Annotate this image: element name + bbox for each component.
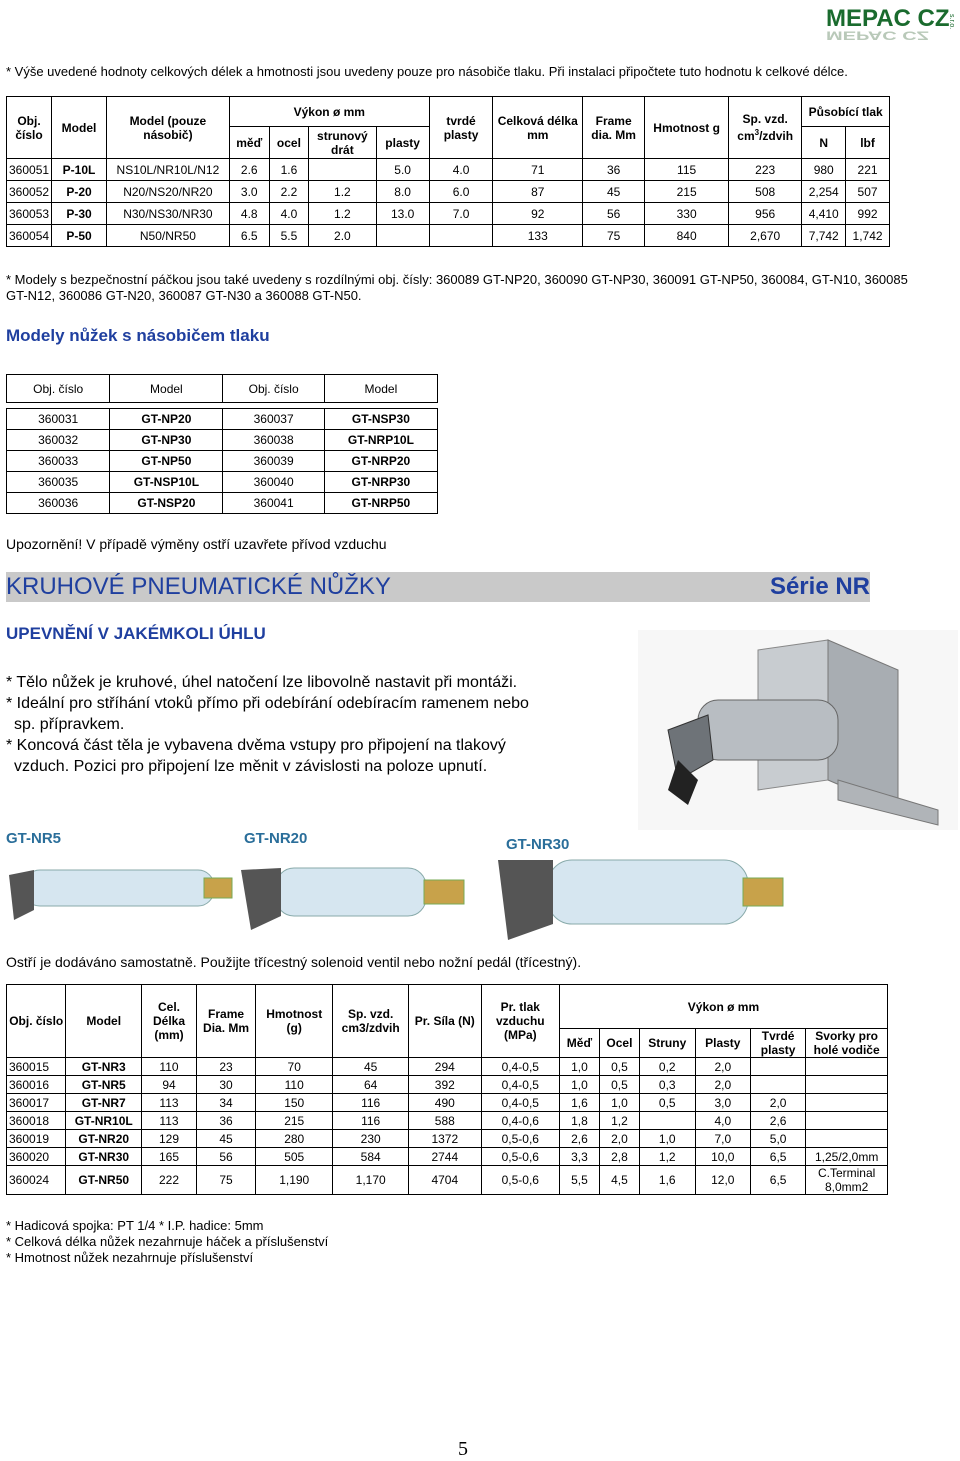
banner-series: Série NR — [769, 573, 870, 600]
t2-cell: GT-NP20 — [110, 409, 223, 430]
t3-cell: 360017 — [7, 1094, 66, 1112]
t1-cell: 360051 — [7, 159, 52, 181]
t1-cell: 221 — [846, 159, 890, 181]
t1-cell: 3.0 — [229, 181, 269, 203]
t1-cell: 115 — [645, 159, 729, 181]
t3-cell: 64 — [333, 1076, 409, 1094]
t3-cell: 110 — [141, 1058, 196, 1076]
t3-cell: 0,5-0,6 — [481, 1148, 559, 1166]
t2-cell: 360041 — [223, 493, 324, 514]
t1-row — [7, 225, 890, 247]
t3-cell: 45 — [333, 1058, 409, 1076]
t1-cell: 508 — [729, 181, 802, 203]
t3-cell: 1,6 — [639, 1166, 695, 1195]
table-nr-specs — [6, 984, 888, 1195]
t1-cell: 4.0 — [429, 159, 493, 181]
t3-h-tlak: Pr. tlak vzduchu (MPa) — [481, 985, 559, 1058]
t3-cell: 1372 — [408, 1130, 481, 1148]
foot-note-1: * Hadicová spojka: PT 1/4 * I.P. hadice: 5mm — [6, 1218, 264, 1233]
table-multiplier-specs — [6, 96, 890, 247]
t3-h-obj: Obj. číslo — [7, 985, 66, 1058]
foot-note-3: * Hmotnost nůžek nezahrnuje příslušenství — [6, 1250, 254, 1265]
t3-h-vykon: Výkon ø mm — [559, 985, 887, 1029]
t3-cell: 7,0 — [695, 1130, 750, 1148]
t3-cell: 116 — [333, 1112, 409, 1130]
t3-cell: 113 — [141, 1094, 196, 1112]
t3-cell: GT-NR5 — [66, 1076, 142, 1094]
t3-cell: 0,4-0,5 — [481, 1094, 559, 1112]
t3-h-cel: Cel. Délka (mm) — [141, 985, 196, 1058]
t1-cell: 840 — [645, 225, 729, 247]
t3-h-model: Model — [66, 985, 142, 1058]
t3-cell: 2,0 — [695, 1058, 750, 1076]
t1-cell: P-20 — [52, 181, 107, 203]
t1-cell: 133 — [493, 225, 583, 247]
t3-h-sp: Sp. vzd. cm3/zdvih — [333, 985, 409, 1058]
t3-cell: GT-NR30 — [66, 1148, 142, 1166]
t2-cell: GT-NSP30 — [324, 409, 437, 430]
t3-h-tvrde: Tvrdé plasty — [750, 1029, 805, 1058]
t2-cell: 360039 — [223, 451, 324, 472]
t2-cell: GT-NP50 — [110, 451, 223, 472]
th-tvrde: tvrdé plasty — [429, 97, 493, 159]
bullet-2b: sp. přípravkem. — [14, 716, 125, 733]
th-sp-suffix: /zdvih — [759, 129, 794, 143]
t3-cell: 4704 — [408, 1166, 481, 1195]
models-note: * Modely s bezpečnostní páčkou jsou také uvedeny s rozdílnými obj. čísly: 360089 GT-NP20, 360090 GT-NP30, 360091 GT-NP50, 360084, GT-N10, 360085 GT-N12, 360086 GT-N20, 360087 GT-N30 a 360088 GT-N50. — [6, 272, 908, 303]
t3-cell: 1,0 — [639, 1130, 695, 1148]
t3-cell: GT-NR7 — [66, 1094, 142, 1112]
t3-cell: 116 — [333, 1094, 409, 1112]
t1-cell: NS10L/NR10L/N12 — [106, 159, 229, 181]
sub-heading: UPEVNĚNÍ V JAKÉMKOLI ÚHLU — [6, 624, 266, 643]
bullet-2: * Ideální pro stříhání vtoků přímo při odebírání odebíracím ramenem nebo — [6, 695, 529, 712]
t2-row — [7, 451, 438, 472]
t1-cell: 360053 — [7, 203, 52, 225]
t1-cell: 7.0 — [429, 203, 493, 225]
t3-h-svorky: Svorky pro holé vodiče — [806, 1029, 888, 1058]
bullet-1: * Tělo nůžek je kruhové, úhel natočení lze libovolně nastavit při montáži. — [6, 674, 518, 691]
t3-cell: 0,4-0,6 — [481, 1112, 559, 1130]
warning-text: Upozornění! V případě výměny ostří uzavřete přívod vzduchu — [6, 536, 387, 552]
t1-cell: 7,742 — [802, 225, 846, 247]
t3-cell — [806, 1076, 888, 1094]
th-strun: strunový drát — [309, 127, 376, 159]
th-model: Model — [52, 97, 107, 159]
t3-cell: 230 — [333, 1130, 409, 1148]
heading-multiplier: Modely nůžek s násobičem tlaku — [6, 326, 270, 345]
th-pus: Působící tlak — [802, 97, 890, 127]
page-number: 5 — [458, 1438, 468, 1460]
t3-cell: 2,8 — [599, 1148, 639, 1166]
th-obj: Obj. číslo — [7, 97, 52, 159]
t2-cell: GT-NSP20 — [110, 493, 223, 514]
label-gt-nr30: GT-NR30 — [506, 836, 570, 853]
t3-h-med: Měď — [559, 1029, 599, 1058]
t1-cell: 956 — [729, 203, 802, 225]
t3-cell — [750, 1076, 805, 1094]
t3-cell: 4,5 — [599, 1166, 639, 1195]
t3-cell: 1,8 — [559, 1112, 599, 1130]
t3-cell: 1,0 — [559, 1076, 599, 1094]
th-sp-sup: 3 — [754, 128, 760, 137]
t1-cell: 360054 — [7, 225, 52, 247]
t3-cell: 165 — [141, 1148, 196, 1166]
t3-cell: 1,0 — [599, 1094, 639, 1112]
t3-cell: 0,5 — [599, 1058, 639, 1076]
t3-cell: 360020 — [7, 1148, 66, 1166]
t2-cell: 360033 — [7, 451, 110, 472]
t2-cell: 360038 — [223, 430, 324, 451]
foot-note-2: * Celková délka nůžek nezahrnuje háček a příslušenství — [6, 1234, 329, 1249]
t1-cell: 92 — [493, 203, 583, 225]
t2-h1: Model — [110, 375, 223, 403]
t3-cell: 56 — [197, 1148, 256, 1166]
t1-cell: 980 — [802, 159, 846, 181]
t1-cell: 330 — [645, 203, 729, 225]
t3-cell: GT-NR10L — [66, 1112, 142, 1130]
bullet-3: * Koncová část těla je vybavena dvěma vstupy pro připojení na tlakový — [6, 737, 506, 754]
t1-cell: N30/NS30/NR30 — [106, 203, 229, 225]
t3-cell: 30 — [197, 1076, 256, 1094]
t2-cell: 360037 — [223, 409, 324, 430]
t3-cell: 12,0 — [695, 1166, 750, 1195]
t1-cell: 507 — [846, 181, 890, 203]
t3-cell: 1,190 — [256, 1166, 333, 1195]
svg-text:MEPAC CZ: MEPAC CZ — [826, 28, 929, 42]
banner-title: KRUHOVÉ PNEUMATICKÉ NŮŽKY — [6, 573, 391, 600]
th-sp-label: Sp. vzd. — [742, 112, 788, 126]
t1-cell: 5.5 — [269, 225, 309, 247]
t1-cell: 45 — [583, 181, 645, 203]
t1-cell: N50/NR50 — [106, 225, 229, 247]
t3-cell: 94 — [141, 1076, 196, 1094]
t3-cell: 6,5 — [750, 1166, 805, 1195]
t1-cell: 1.6 — [269, 159, 309, 181]
t3-cell: 75 — [197, 1166, 256, 1195]
t3-cell: 70 — [256, 1058, 333, 1076]
t3-cell: 0,4-0,5 — [481, 1058, 559, 1076]
t2-cell: 360035 — [7, 472, 110, 493]
t1-cell: 87 — [493, 181, 583, 203]
t3-cell: GT-NR20 — [66, 1130, 142, 1148]
t1-cell: 6.5 — [229, 225, 269, 247]
th-med: měď — [229, 127, 269, 159]
t3-cell: 392 — [408, 1076, 481, 1094]
t1-cell: 2.2 — [269, 181, 309, 203]
th-plasty: plasty — [376, 127, 429, 159]
t1-cell: 13.0 — [376, 203, 429, 225]
t2-row — [7, 493, 438, 514]
t1-cell: 1.2 — [309, 181, 376, 203]
t3-row — [7, 1058, 888, 1076]
t3-cell — [639, 1112, 695, 1130]
t1-cell: N20/NS20/NR20 — [106, 181, 229, 203]
t3-row — [7, 1112, 888, 1130]
t1-cell: 6.0 — [429, 181, 493, 203]
t1-cell: 1,742 — [846, 225, 890, 247]
t3-cell: 360024 — [7, 1166, 66, 1195]
t3-cell: 2744 — [408, 1148, 481, 1166]
t1-cell: 4.0 — [269, 203, 309, 225]
t3-row — [7, 1076, 888, 1094]
t2-row — [7, 409, 438, 430]
mepac-logo — [824, 4, 958, 46]
table-models — [6, 374, 438, 514]
t3-cell: 360016 — [7, 1076, 66, 1094]
t3-cell: 0,5-0,6 — [481, 1130, 559, 1148]
th-model2: Model (pouze násobič) — [106, 97, 229, 159]
t3-cell: GT-NR3 — [66, 1058, 142, 1076]
t3-cell — [806, 1058, 888, 1076]
t3-h-ocel: Ocel — [599, 1029, 639, 1058]
t3-h-frame: Frame Dia. Mm — [197, 985, 256, 1058]
t3-cell: 1,25/2,0mm — [806, 1148, 888, 1166]
th-celk: Celková délka mm — [493, 97, 583, 159]
t3-cell: 1,0 — [559, 1058, 599, 1076]
t2-cell: 360040 — [223, 472, 324, 493]
t1-cell: 8.0 — [376, 181, 429, 203]
t1-cell: 2,670 — [729, 225, 802, 247]
t1-cell: 71 — [493, 159, 583, 181]
t1-cell: 5.0 — [376, 159, 429, 181]
t3-cell: 1,2 — [639, 1148, 695, 1166]
th-hmot: Hmotnost g — [645, 97, 729, 159]
t1-cell: 2.0 — [309, 225, 376, 247]
t2-row — [7, 472, 438, 493]
t1-cell: 360052 — [7, 181, 52, 203]
t3-cell: GT-NR50 — [66, 1166, 142, 1195]
t2-row — [7, 430, 438, 451]
t1-cell: P-30 — [52, 203, 107, 225]
t2-cell: GT-NRP10L — [324, 430, 437, 451]
t3-cell: 0,5 — [639, 1094, 695, 1112]
t2-h3: Model — [324, 375, 437, 403]
t3-cell: 0,5 — [599, 1076, 639, 1094]
t1-row — [7, 203, 890, 225]
top-note: * Výše uvedené hodnoty celkových délek a hmotnosti jsou uvedeny pouze pro násobiče tlaku. Při instalaci připočtete tuto hodnotu k celkové délce. — [6, 64, 848, 79]
t1-row — [7, 181, 890, 203]
t3-cell: 215 — [256, 1112, 333, 1130]
foot-notes — [6, 1218, 328, 1266]
t3-cell: 588 — [408, 1112, 481, 1130]
bullet-3b: vzduch. Pozici pro připojení lze měnit v závislosti na poloze upnutí. — [14, 758, 488, 775]
t3-cell: 0,2 — [639, 1058, 695, 1076]
blades-note: Ostří je dodáváno samostatně. Použijte třícestný solenoid ventil nebo nožní pedál (třícestný). — [6, 954, 582, 970]
t3-cell: 1,6 — [559, 1094, 599, 1112]
t3-cell — [806, 1130, 888, 1148]
th-frame: Frame dia. Mm — [583, 97, 645, 159]
t1-cell: 75 — [583, 225, 645, 247]
th-ocel: ocel — [269, 127, 309, 159]
t3-cell: 113 — [141, 1112, 196, 1130]
t1-cell: 4,410 — [802, 203, 846, 225]
t3-cell: 505 — [256, 1148, 333, 1166]
t3-cell — [806, 1094, 888, 1112]
t3-cell: 360015 — [7, 1058, 66, 1076]
t3-cell — [806, 1112, 888, 1130]
t2-cell: GT-NSP10L — [110, 472, 223, 493]
t3-cell: 34 — [197, 1094, 256, 1112]
t3-cell: 5,5 — [559, 1166, 599, 1195]
label-gt-nr5: GT-NR5 — [6, 830, 62, 847]
t1-cell: 1.2 — [309, 203, 376, 225]
t2-cell: 360031 — [7, 409, 110, 430]
t3-cell: 2,0 — [750, 1094, 805, 1112]
t3-cell: 1,170 — [333, 1166, 409, 1195]
t1-cell: P-10L — [52, 159, 107, 181]
t3-cell: 490 — [408, 1094, 481, 1112]
t2-cell: GT-NRP50 — [324, 493, 437, 514]
t1-cell: 4.8 — [229, 203, 269, 225]
t1-row — [7, 159, 890, 181]
t1-cell — [429, 225, 493, 247]
t3-cell: 2,6 — [559, 1130, 599, 1148]
t2-cell: GT-NRP30 — [324, 472, 437, 493]
t3-cell: 150 — [256, 1094, 333, 1112]
t3-h-pr: Pr. Síla (N) — [408, 985, 481, 1058]
t3-cell: 3,3 — [559, 1148, 599, 1166]
t3-cell: 2,0 — [695, 1076, 750, 1094]
t3-cell: 294 — [408, 1058, 481, 1076]
th-sp-unit: cm — [737, 129, 755, 143]
t3-cell: 1,2 — [599, 1112, 639, 1130]
svg-text:s.r.o.: s.r.o. — [948, 14, 955, 30]
bullets — [6, 672, 626, 777]
t3-cell: 2,0 — [599, 1130, 639, 1148]
t3-cell: 0,4-0,5 — [481, 1076, 559, 1094]
t3-row — [7, 1094, 888, 1112]
t3-cell: 360019 — [7, 1130, 66, 1148]
t1-cell: 56 — [583, 203, 645, 225]
t3-cell: 5,0 — [750, 1130, 805, 1148]
t3-h-struny: Struny — [639, 1029, 695, 1058]
t3-h-plasty: Plasty — [695, 1029, 750, 1058]
t1-cell: 223 — [729, 159, 802, 181]
t3-cell: 0,5-0,6 — [481, 1166, 559, 1195]
t1-cell: 2.6 — [229, 159, 269, 181]
product-photo-main — [638, 630, 958, 830]
t3-row — [7, 1166, 888, 1195]
t3-row — [7, 1130, 888, 1148]
th-vykon: Výkon ø mm — [229, 97, 429, 127]
t3-cell: C.Terminal 8,0mm2 — [806, 1166, 888, 1195]
t1-cell: P-50 — [52, 225, 107, 247]
t2-h0: Obj. číslo — [7, 375, 110, 403]
t3-cell: 10,0 — [695, 1148, 750, 1166]
t2-cell: 360036 — [7, 493, 110, 514]
t3-cell: 23 — [197, 1058, 256, 1076]
t1-cell — [376, 225, 429, 247]
t3-cell: 110 — [256, 1076, 333, 1094]
t3-cell: 4,0 — [695, 1112, 750, 1130]
t3-cell: 36 — [197, 1112, 256, 1130]
t1-cell: 2,254 — [802, 181, 846, 203]
t3-cell: 280 — [256, 1130, 333, 1148]
th-sp — [729, 97, 802, 159]
t1-cell: 215 — [645, 181, 729, 203]
t3-cell: 45 — [197, 1130, 256, 1148]
t3-cell: 3,0 — [695, 1094, 750, 1112]
t2-cell: GT-NRP20 — [324, 451, 437, 472]
t3-cell: 129 — [141, 1130, 196, 1148]
label-gt-nr20: GT-NR20 — [244, 830, 308, 847]
t2-cell: 360032 — [7, 430, 110, 451]
t1-cell — [309, 159, 376, 181]
t1-cell: 36 — [583, 159, 645, 181]
t3-cell: 2,6 — [750, 1112, 805, 1130]
t3-cell: 584 — [333, 1148, 409, 1166]
t3-cell: 222 — [141, 1166, 196, 1195]
th-lbf: lbf — [846, 127, 890, 159]
t3-cell: 0,3 — [639, 1076, 695, 1094]
t3-cell — [750, 1058, 805, 1076]
th-n: N — [802, 127, 846, 159]
t2-h2: Obj. číslo — [223, 375, 324, 403]
t3-h-hmot: Hmotnost (g) — [256, 985, 333, 1058]
t3-cell: 360018 — [7, 1112, 66, 1130]
svg-text:MEPAC CZ: MEPAC CZ — [826, 5, 950, 32]
t2-cell: GT-NP30 — [110, 430, 223, 451]
t3-cell: 6,5 — [750, 1148, 805, 1166]
t1-cell: 992 — [846, 203, 890, 225]
t3-row — [7, 1148, 888, 1166]
